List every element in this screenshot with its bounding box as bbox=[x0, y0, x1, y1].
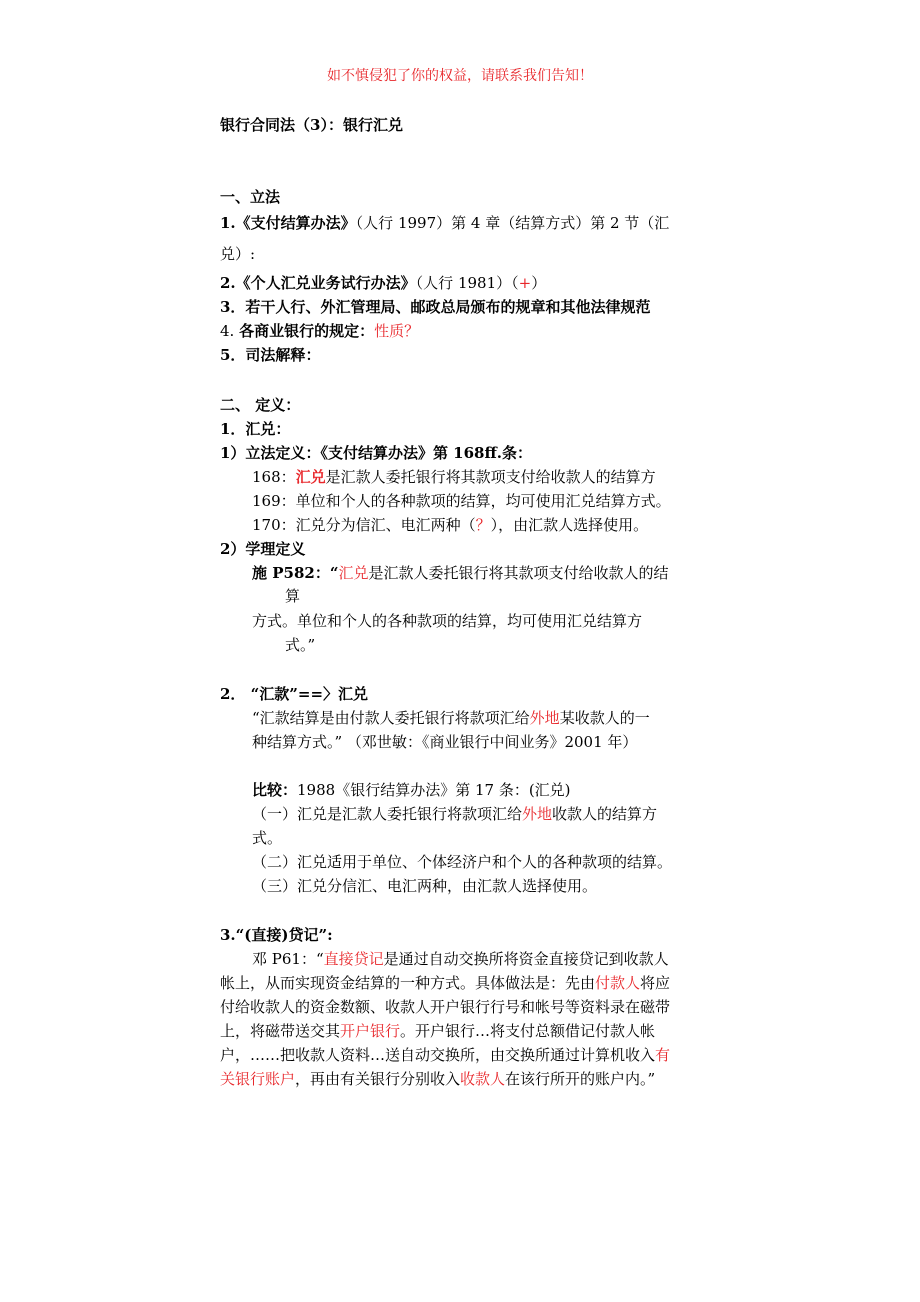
direct-credit-opening-bank: 开户银行 bbox=[340, 1022, 401, 1040]
direct-credit-text-5-red: 有 bbox=[655, 1046, 671, 1064]
direct-credit-line-3: 付给收款人的资金数额、收款人开户银行行号和帐号等资料录在磁带 bbox=[220, 998, 671, 1016]
legislative-definition: 1）立法定义：《支付结算办法》第 168ff.条： bbox=[220, 444, 533, 462]
legislation-item-1-cont: 兑）: bbox=[220, 245, 256, 263]
direct-credit-line-4 bbox=[220, 1021, 655, 1041]
direct-credit-text-2a: 帐上，从而实现资金结算的一种方式。具体做法是：先由 bbox=[220, 974, 596, 992]
article-170-text-b: ），由汇款人选择使用。 bbox=[490, 516, 649, 534]
deng-quote-a: “汇款结算是由付款人委托银行将款项汇给 bbox=[252, 709, 530, 727]
direct-credit-term: 直接贷记 bbox=[323, 950, 384, 968]
article-170-question: ？ bbox=[475, 516, 491, 534]
item-2-detail: （人行 1981）（ bbox=[415, 274, 519, 292]
legislation-item-4 bbox=[220, 321, 419, 341]
item-2-title: 2.《个人汇兑业务试行办法》 bbox=[220, 274, 416, 292]
deng-quote-line-2: 种结算方式。” （邓世敏：《商业银行中间业务》2001 年） bbox=[252, 733, 638, 751]
shi-quote-line-2: 算 bbox=[285, 587, 301, 605]
legislation-item-2 bbox=[220, 273, 546, 293]
direct-credit-payee: 收款人 bbox=[460, 1070, 506, 1088]
deng-quote-highlight: 外地 bbox=[529, 709, 560, 727]
deng-quote-line-1 bbox=[252, 708, 650, 728]
direct-credit-text-4b: 。开户银行…将支付总额借记付款人帐 bbox=[400, 1022, 656, 1040]
item-2-plus: + bbox=[518, 274, 532, 292]
direct-credit-bank-account: 关银行账户 bbox=[220, 1070, 296, 1088]
direct-credit-line-5 bbox=[220, 1045, 670, 1065]
shi-source: 施 P582： bbox=[252, 564, 330, 582]
comparison-item-1-highlight: 外地 bbox=[522, 805, 553, 823]
shi-term: 汇兑 bbox=[338, 564, 369, 582]
comparison-item-2: （二）汇兑适用于单位、个体经济户和个人的各种款项的结算。 bbox=[252, 853, 673, 871]
comparison-item-1-b: 收款人的结算方 bbox=[552, 805, 658, 823]
doctrinal-definition: 2）学理定义 bbox=[220, 540, 306, 558]
article-170 bbox=[252, 515, 648, 535]
legislation-item-3: 3．若干人行、外汇管理局、邮政总局颁布的规章和其他法律规范 bbox=[220, 298, 651, 316]
item-4-title: 各商业银行的规定： bbox=[239, 322, 375, 340]
remittance-heading: 2． “汇款”==〉汇兑 bbox=[220, 685, 369, 703]
comparison-item-1 bbox=[252, 804, 657, 824]
direct-credit-text-1: 是通过自动交换所将资金直接贷记到收款人 bbox=[383, 950, 669, 968]
direct-credit-text-6a: ，再由有关银行分别收入 bbox=[295, 1070, 461, 1088]
item-4-note: 性质？ bbox=[374, 322, 420, 340]
comparison-item-3: （三）汇兑分信汇、电汇两种，由汇款人选择使用。 bbox=[252, 877, 598, 895]
article-170-text-a: 170：汇兑分为信汇、电汇两种（ bbox=[252, 516, 476, 534]
shi-open-quote: “ bbox=[329, 564, 339, 582]
direct-credit-heading: 3.“(直接)贷记”: bbox=[220, 926, 333, 944]
direct-credit-line-2 bbox=[220, 973, 670, 993]
article-169: 169：单位和个人的各种款项的结算，均可使用汇兑结算方式。 bbox=[252, 492, 671, 510]
deng-quote-b: 某收款人的一 bbox=[559, 709, 650, 727]
document-title: 银行合同法（3）：银行汇兑 bbox=[220, 116, 403, 134]
legislation-item-1 bbox=[220, 213, 669, 233]
item-2-close: ） bbox=[531, 274, 547, 292]
direct-credit-line-6 bbox=[220, 1069, 655, 1089]
article-168 bbox=[252, 467, 656, 487]
direct-credit-text-2b: 将应 bbox=[640, 974, 671, 992]
comparison-source: 1988《银行结算办法》第 17 条：(汇兑) bbox=[297, 781, 571, 799]
direct-credit-source: 邓 P61：“ bbox=[252, 950, 324, 968]
item-1-title: 1.《支付结算办法》 bbox=[220, 214, 356, 232]
direct-credit-line-1 bbox=[252, 949, 669, 969]
comparison-heading bbox=[252, 780, 571, 800]
item-1-detail: （人行 1997）第 4 章（结算方式）第 2 节（汇 bbox=[355, 214, 670, 232]
legislation-item-5: 5．司法解释： bbox=[220, 346, 321, 364]
article-168-term: 汇兑 bbox=[295, 468, 326, 486]
section-heading-legislation: 一、立法 bbox=[220, 188, 281, 206]
watermark-notice: 如不慎侵犯了你的权益，请联系我们告知！ bbox=[327, 68, 593, 84]
article-168-text: 是汇款人委托银行将其款项支付给收款人的结算方 bbox=[325, 468, 656, 486]
definition-item-1: 1．汇兑： bbox=[220, 420, 291, 438]
section-heading-definition: 二、 定义： bbox=[220, 396, 301, 414]
comparison-item-1-a: （一）汇兑是汇款人委托银行将款项汇给 bbox=[252, 805, 523, 823]
shi-text: 是汇款人委托银行将其款项支付给收款人的结 bbox=[368, 564, 669, 582]
comparison-label: 比较： bbox=[252, 781, 298, 799]
shi-quote-line-1 bbox=[252, 563, 669, 583]
direct-credit-text-5a: 户，……把收款人资料…送自动交换所，由交换所通过计算机收入 bbox=[220, 1046, 656, 1064]
item-4-number: 4. bbox=[220, 322, 235, 340]
comparison-item-1-cont: 式。 bbox=[252, 829, 283, 847]
direct-credit-text-6b: 在该行所开的账户内。” bbox=[505, 1070, 656, 1088]
shi-quote-line-3: 方式。单位和个人的各种款项的结算，均可使用汇兑结算方 bbox=[252, 612, 643, 630]
direct-credit-payer: 付款人 bbox=[595, 974, 641, 992]
article-168-number: 168： bbox=[252, 468, 296, 486]
direct-credit-text-4a: 上，将磁带送交其 bbox=[220, 1022, 341, 1040]
shi-quote-line-4: 式。” bbox=[285, 636, 316, 654]
